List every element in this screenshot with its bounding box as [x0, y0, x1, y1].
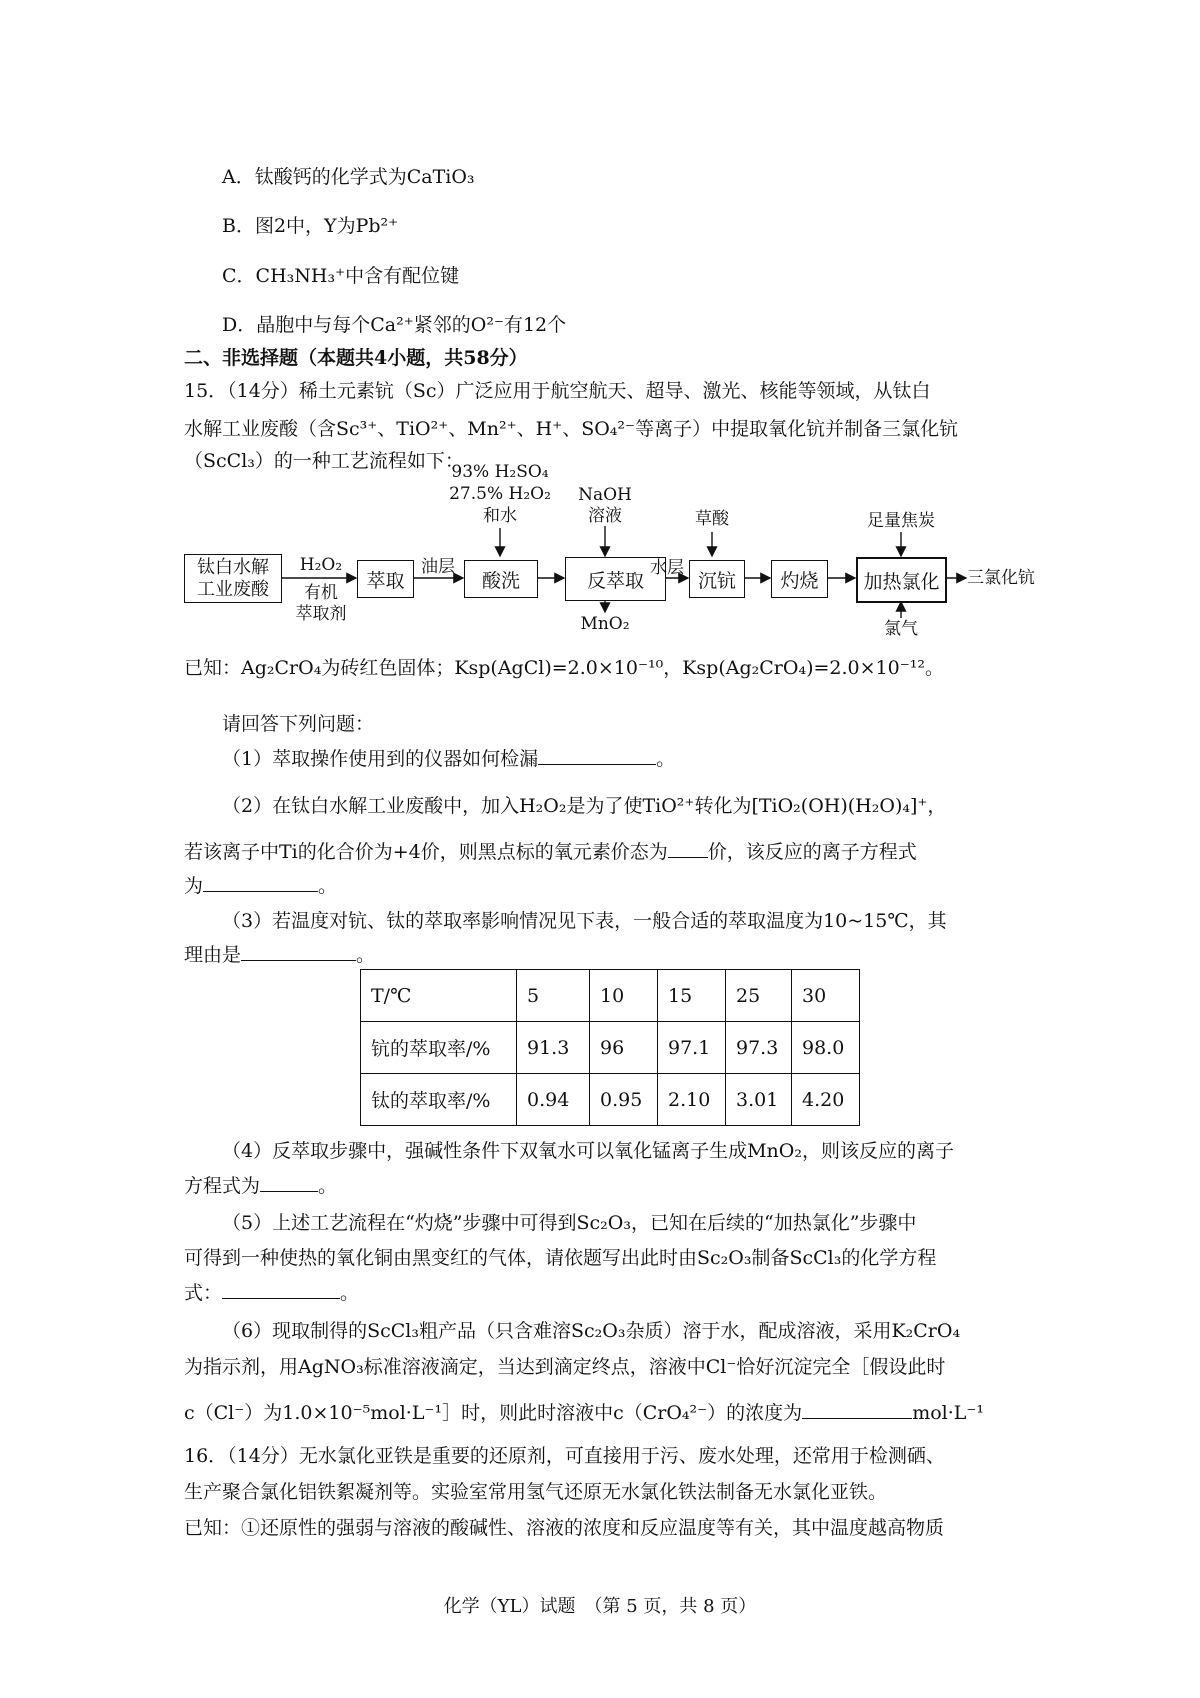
flow-burn-box: 灼烧: [771, 560, 828, 598]
table-header-cell: 30: [792, 970, 860, 1022]
table-row: [361, 1074, 860, 1126]
table-cell: 2.10: [658, 1074, 726, 1126]
q15-3b-text: 理由是: [184, 944, 242, 966]
q15-2b-text: 若该离子中Ti的化合价为+4价，则黑点标的氧元素价态为: [184, 841, 668, 863]
period: 。: [656, 748, 676, 770]
flow-water-label: 水层: [650, 558, 684, 578]
flow-heatcl-box: 加热氯化: [856, 557, 947, 603]
flow-start-line1: 钛白水解: [197, 556, 269, 578]
option-c: C．CH₃NH₃⁺中含有配位键: [222, 265, 460, 287]
q15-2b-text2: 价，该反应的离子方程式: [707, 841, 917, 863]
q15-2a: （2）在钛白水解工业废酸中，加入H₂O₂是为了使TiO²⁺转化为[TiO₂(OH)(H₂O)₄]⁺，: [222, 795, 947, 817]
q15-line1: 15．（14分）稀土元素钪（Sc）广泛应用于航空航天、超导、激光、核能等领域，从钛白: [184, 380, 931, 402]
answer-blank[interactable]: [241, 942, 356, 961]
q15-2c-text: 为: [184, 875, 204, 897]
answer-blank[interactable]: [802, 1400, 912, 1419]
q15-5b: 可得到一种使热的氧化铜由黑变红的气体，请依题写出此时由Sc₂O₃制备ScCl₃的化学方程: [184, 1247, 937, 1269]
q15-1: [222, 746, 675, 772]
q15-1-text: （1）萃取操作使用到的仪器如何检漏: [222, 748, 539, 770]
table-header-cell: 5: [517, 970, 590, 1022]
flow-naoh-solution: 溶液: [588, 506, 622, 526]
q15-known: 已知：Ag₂CrO₄为砖红色固体；Ksp(AgCl)=2.0×10⁻¹⁰，Ksp(Ag₂CrO₄)=2.0×10⁻¹²。: [184, 657, 944, 679]
table-cell: 97.3: [726, 1022, 792, 1074]
table-header-cell: 25: [726, 970, 792, 1022]
q15-5c-text: 式：: [184, 1282, 223, 1304]
table-cell: 0.94: [517, 1074, 590, 1126]
q15-6c-text: c（Cl⁻）为1.0×10⁻⁵mol·L⁻¹］时，则此时溶液中c（CrO₄²⁻）的浓度为: [184, 1402, 803, 1424]
flow-start-box: [184, 554, 282, 603]
table-cell: 96: [590, 1022, 658, 1074]
answer-blank[interactable]: [260, 1173, 318, 1192]
table-header-row: [361, 970, 860, 1022]
answer-blank[interactable]: [222, 1280, 340, 1299]
table-cell: 97.1: [658, 1022, 726, 1074]
q15-line3: （ScCl₃）的一种工艺流程如下：: [184, 450, 464, 472]
q16-line2: 生产聚合氯化铝铁絮凝剂等。实验室常用氢气还原无水氯化铁法制备无水氯化亚铁。: [184, 1481, 888, 1503]
flow-org-label2: 萃取剂: [295, 604, 347, 624]
option-a: A．钛酸钙的化学式为CaTiO₃: [222, 166, 475, 188]
flow-reagent-h2so4: 93% H₂SO₄: [451, 462, 549, 482]
answer-blank[interactable]: [203, 873, 318, 892]
flow-h2o2-label: H₂O₂: [299, 555, 343, 575]
flow-product-label: 三氯化钪: [967, 568, 1035, 588]
flow-coke: 足量焦炭: [867, 511, 935, 531]
flow-reagent-water: 和水: [483, 506, 517, 526]
answer-blank[interactable]: [538, 746, 656, 765]
period: 。: [356, 944, 376, 966]
table-cell: 3.01: [726, 1074, 792, 1126]
q15-2b: [184, 839, 917, 865]
q15-4a: （4）反萃取步骤中，强碱性条件下双氧水可以氧化锰离子生成MnO₂，则该反应的离子: [222, 1140, 954, 1162]
q15-6a: （6）现取制得的ScCl₃粗产品（只含难溶Sc₂O₃杂质）溶于水，配成溶液，采用K₂CrO₄: [222, 1320, 961, 1342]
answer-blank[interactable]: [668, 839, 708, 858]
q15-prompt: 请回答下列问题：: [222, 713, 375, 735]
table-cell: 钪的萃取率/%: [361, 1022, 517, 1074]
flow-mno2-label: MnO₂: [580, 614, 630, 634]
section-title: 二、非选择题（本题共4小题，共58分）: [184, 347, 528, 369]
table-cell: 0.95: [590, 1074, 658, 1126]
table-header-cell: T/℃: [361, 970, 517, 1022]
period: 。: [340, 1282, 360, 1304]
flow-oxalic-acid: 草酸: [695, 509, 729, 529]
q15-3b: [184, 942, 375, 968]
q15-4b-text: 方程式为: [184, 1175, 261, 1197]
table-cell: 98.0: [792, 1022, 860, 1074]
table-cell: 4.20: [792, 1074, 860, 1126]
q15-5c: [184, 1280, 359, 1306]
q15-5a: （5）上述工艺流程在“灼烧”步骤中可得到Sc₂O₃，已知在后续的“加热氯化”步骤中: [222, 1212, 917, 1234]
q16-line3: 已知：①还原性的强弱与溶液的酸碱性、溶液的浓度和反应温度等有关，其中温度越高物质: [184, 1517, 945, 1539]
q15-6c-unit: mol·L⁻¹: [912, 1402, 985, 1424]
flow-naoh: NaOH: [578, 485, 632, 505]
flow-org-label1: 有机: [304, 583, 338, 603]
process-flowchart: [0, 0, 1200, 700]
q15-3a: （3）若温度对钪、钛的萃取率影响情况见下表，一般合适的萃取温度为10~15℃，其: [222, 910, 947, 932]
flow-extract-box: 萃取: [357, 560, 414, 598]
table-cell: 钛的萃取率/%: [361, 1074, 517, 1126]
option-d: D．晶胞中与每个Ca²⁺紧邻的O²⁻有12个: [222, 314, 567, 336]
flow-start-line2: 工业废酸: [197, 578, 269, 600]
table-row: [361, 1022, 860, 1074]
table-cell: 91.3: [517, 1022, 590, 1074]
q15-6b: 为指示剂，用AgNO₃标准溶液滴定，当达到滴定终点，溶液中Cl⁻恰好沉淀完全［假设此时: [184, 1356, 946, 1378]
flow-reagent-h2o2: 27.5% H₂O₂: [449, 484, 551, 504]
table-header-cell: 10: [590, 970, 658, 1022]
flow-precip-box: 沉钪: [689, 560, 745, 598]
option-b: B．图2中，Y为Pb²⁺: [222, 215, 399, 237]
q16-line1: 16．（14分）无水氯化亚铁是重要的还原剂，可直接用于污、废水处理，还常用于检测硒、: [184, 1445, 945, 1467]
period: 。: [318, 1175, 338, 1197]
period: 。: [318, 875, 338, 897]
q15-2c: [184, 873, 337, 899]
page-footer: 化学（YL）试题 （第 5 页，共 8 页）: [443, 1596, 757, 1617]
flow-backextract-box: 反萃取: [565, 557, 666, 601]
q15-6c: [184, 1400, 984, 1426]
q15-4b: [184, 1173, 337, 1199]
flow-oil-label: 油层: [421, 557, 455, 577]
table-header-cell: 15: [658, 970, 726, 1022]
q15-line2: 水解工业废酸（含Sc³⁺、TiO²⁺、Mn²⁺、H⁺、SO₄²⁻等离子）中提取氧化钪并制备三氯化钪: [184, 418, 959, 440]
flow-chlorine-label: 氯气: [884, 619, 918, 639]
flow-acidwash-box: 酸洗: [464, 560, 538, 598]
extraction-rate-table: [360, 969, 860, 1126]
